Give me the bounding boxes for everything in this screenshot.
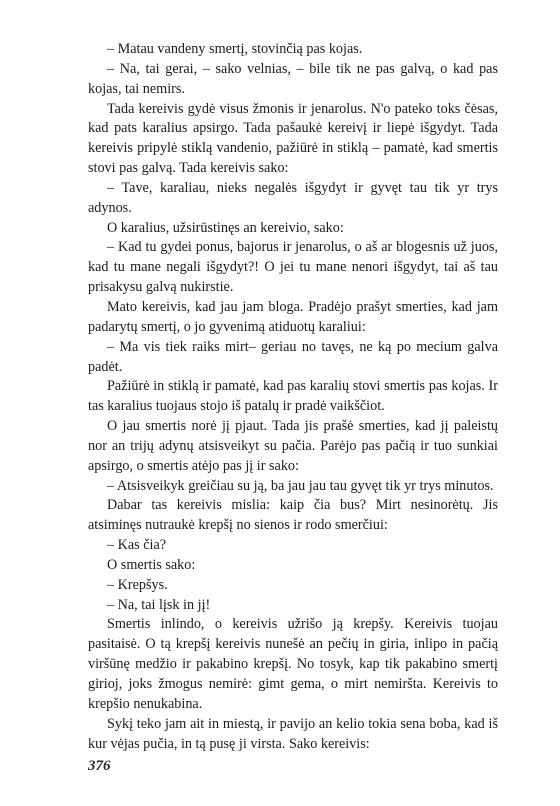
body-text	[88, 40, 498, 754]
paragraph: O jau smertis norė jį pjaut. Tada jis prašė smerties, kad jį paleistų nor an trijų adynų atsisveikyt su pačia. Parėjo pas pačią ir tuo sunkiai apsirgo, o smertis atėjo pas jį ir sako:	[88, 418, 498, 474]
paragraph: – Krepšys.	[107, 576, 168, 593]
paragraph: – Ma vis tiek raiks mirt– geriau no tavęs, ne ką po mecium galva padėt.	[88, 338, 498, 375]
paragraph: – Na, tai gerai, – sako velnias, – bile tik ne pas galvą, o kad pas kojas, tai nemirs.	[88, 60, 498, 97]
paragraph: – Atsisveikyk greičiau su ją, ba jau jau tau gyvęt tik yr trys minutos.	[107, 477, 494, 494]
paragraph: Smertis inlindo, o kereivis užrišo ją krepšy. Kereivis tuojau pasitaisė. O tą krepšį kereivis nunešė an pečių in giria, inlipo in pačią viršūnę medžio ir pakabino krepšį. No tosyk, kap tik pakabino smertį girioj, joks žmogus nemirė: gimt gema, o mirt nemiršta. Kereivis to krepšio nenukabina.	[88, 616, 498, 712]
paragraph: O smertis sako:	[107, 556, 196, 573]
paragraph: – Matau vandeny smertį, stovinčią pas kojas.	[107, 41, 363, 57]
paragraph: – Kas čia?	[107, 537, 167, 554]
paragraph: Dabar tas kereivis mislia: kaip čia bus? Mirt nesinorėtų. Jis atsiminęs nutraukė krepšį no sienos ir rodo smerčiui:	[88, 497, 498, 534]
paragraph: – Kad tu gydei ponus, bajorus ir jenarolus, o aš ar blogesnis už juos, kad tu mane negali išgydyt?! O jei tu mane nenori išgydyt, tai aš tau prisakysu galvą nukirstie.	[88, 239, 498, 296]
paragraph: Sykį teko jam ait in miestą, ir pavijo an kelio tokia sena boba, kad iš kur vėjas pučia, in tą pusę ji virsta. Sako kereivis:	[88, 715, 498, 752]
paragraph: Mato kereivis, kad jau jam bloga. Pradėjo prašyt smerties, kad jam padarytų smertį, o jo gyvenimą atiduotų karaliui:	[88, 298, 498, 335]
paragraph: – Tave, karaliau, nieks negalės išgydyt ir gyvęt tau tik yr trys adynos.	[88, 179, 498, 216]
paragraph: Pažiūrė in stiklą ir pamatė, kad pas karalių stovi smertis pas kojas. Ir tas karalius tuojaus stojo iš patalų ir pradė vaikščiot.	[88, 378, 498, 415]
paragraph: O karalius, užsirūstinęs an kereivio, sako:	[107, 219, 344, 236]
paragraph: – Na, tai lįsk in jį!	[107, 596, 211, 613]
paragraph: Tada kereivis gydė visus žmonis ir jenarolus. N'o pateko toks čėsas, kad pats karalius apsirgo. Tada pašaukė kereivį ir liepė išgydyt. Tada kereivis pripylė stiklą vandenio, pažiūrė in stiklą – pamatė, kad smertis stovi pas galvą. Tada kereivis sako:	[88, 100, 498, 177]
page-number: 376	[88, 758, 111, 774]
